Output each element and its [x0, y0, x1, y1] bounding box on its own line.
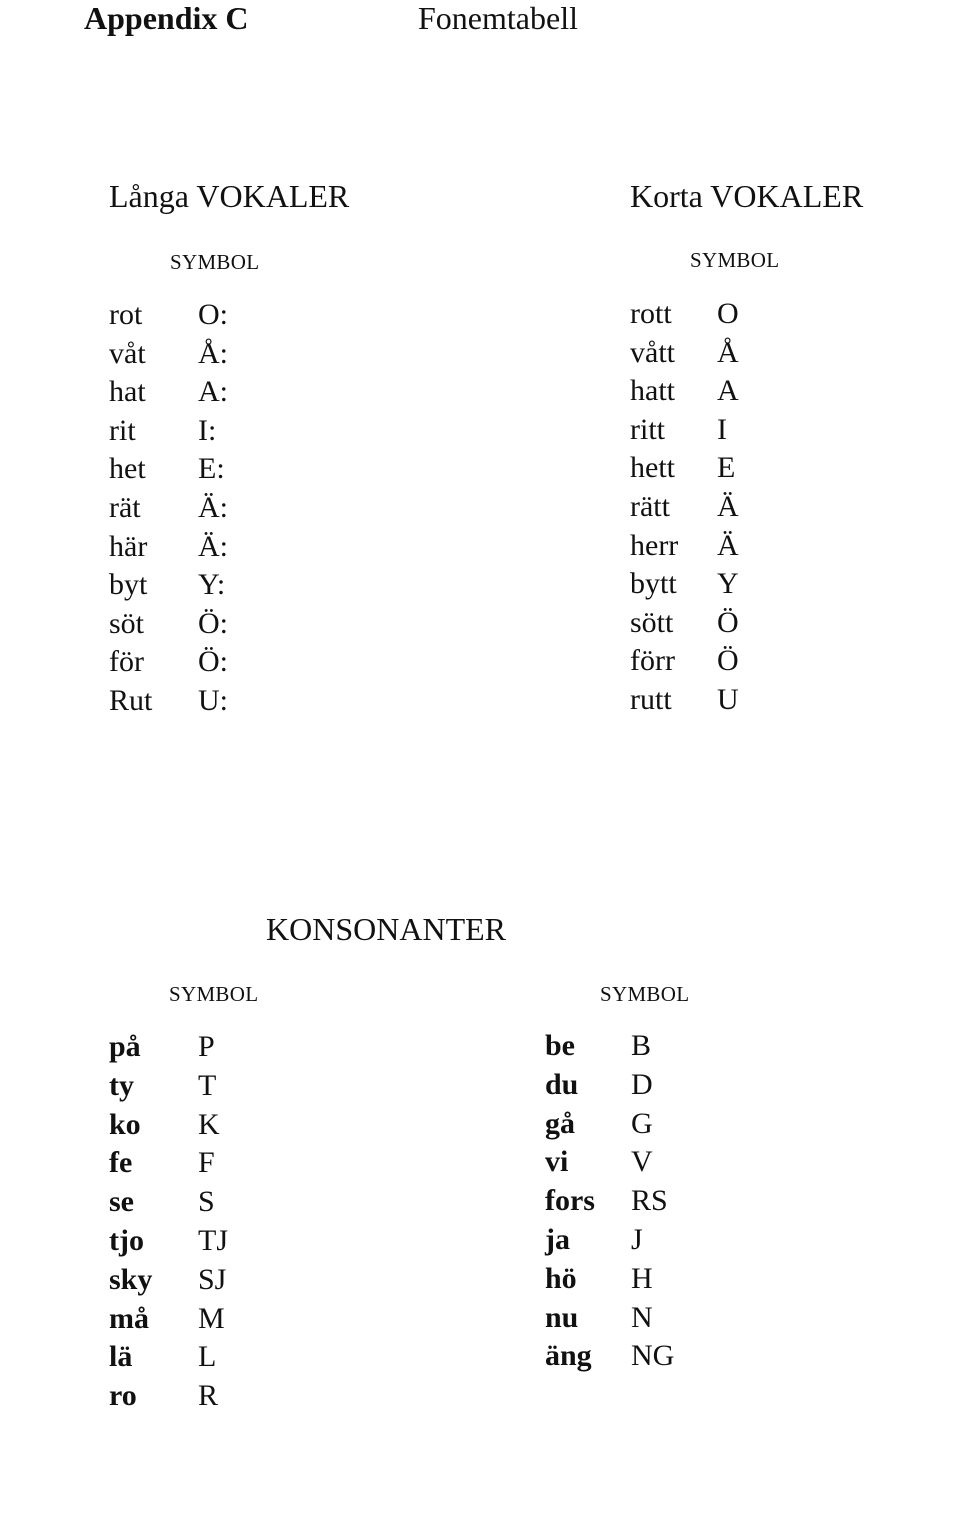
word: bytt — [630, 567, 677, 601]
phoneme-symbol: I: — [198, 413, 217, 447]
phoneme-symbol: B — [631, 1029, 652, 1062]
phoneme-symbol: R — [198, 1379, 219, 1413]
word: sött — [630, 605, 674, 639]
word: Rut — [109, 684, 153, 717]
phoneme-symbol: SJ — [198, 1262, 227, 1296]
phoneme-symbol: Ö: — [198, 606, 228, 640]
phoneme-symbol: P — [198, 1030, 215, 1063]
phoneme-symbol: G — [631, 1106, 653, 1140]
phoneme-symbol: Ä — [717, 490, 739, 523]
long-vowels-symbol-heading: SYMBOL — [170, 250, 260, 274]
word: herr — [630, 528, 679, 562]
phoneme-symbol: U: — [198, 684, 228, 717]
word: fors — [545, 1184, 595, 1218]
word: förr — [630, 644, 675, 678]
phoneme-symbol: RS — [631, 1184, 668, 1218]
phoneme-symbol: H — [631, 1261, 653, 1295]
word: vått — [630, 335, 675, 369]
phoneme-symbol: L — [198, 1340, 217, 1374]
phoneme-symbol: M — [198, 1301, 225, 1335]
phoneme-symbol: K — [198, 1107, 220, 1141]
phoneme-symbol: O: — [198, 298, 228, 331]
phoneme-symbol: N — [631, 1300, 653, 1334]
word: rit — [109, 413, 136, 447]
consonants-title: KONSONANTER — [266, 911, 506, 947]
phoneme-symbol: Å — [717, 335, 739, 369]
phoneme-symbol: D — [631, 1067, 653, 1101]
word: hat — [109, 375, 146, 409]
phoneme-symbol: Å: — [198, 336, 228, 370]
phoneme-symbol: O — [717, 297, 739, 330]
word: ty — [109, 1068, 134, 1102]
word: nu — [545, 1300, 579, 1334]
phoneme-symbol: J — [631, 1223, 643, 1256]
word: ro — [109, 1379, 137, 1413]
phoneme-symbol: A: — [198, 375, 228, 409]
short-vowels-symbol-heading: SYMBOL — [690, 248, 780, 272]
phoneme-symbol: V — [631, 1145, 653, 1179]
word: gå — [545, 1106, 575, 1140]
phoneme-symbol: T — [198, 1068, 217, 1102]
phoneme-symbol: E: — [198, 452, 225, 486]
phoneme-symbol: F — [198, 1146, 215, 1180]
phoneme-symbol: Ö — [717, 605, 739, 639]
word: sky — [109, 1262, 153, 1296]
word: tjo — [109, 1224, 144, 1257]
phoneme-symbol: NG — [631, 1339, 675, 1373]
word: hatt — [630, 374, 675, 408]
word: du — [545, 1067, 579, 1101]
word: byt — [109, 568, 148, 602]
word: vi — [545, 1145, 569, 1179]
phoneme-symbol: U — [717, 683, 739, 716]
long-vowels-title: Långa VOKALER — [109, 178, 350, 214]
word: på — [109, 1030, 141, 1063]
word: lä — [109, 1340, 133, 1374]
word: här — [109, 529, 148, 563]
phoneme-symbol: Y — [717, 567, 739, 601]
page-title: Fonemtabell — [418, 0, 578, 36]
word: fe — [109, 1146, 133, 1180]
word: våt — [109, 336, 146, 370]
word: se — [109, 1185, 134, 1219]
word: ja — [545, 1223, 570, 1256]
phoneme-symbol: Ä: — [198, 529, 228, 563]
phoneme-symbol: Ö: — [198, 645, 228, 679]
word: rätt — [630, 490, 670, 523]
phoneme-symbol: I — [717, 412, 727, 446]
phoneme-symbol: E — [717, 451, 736, 485]
word: ko — [109, 1107, 141, 1141]
word: het — [109, 452, 146, 486]
word: ritt — [630, 412, 665, 446]
phoneme-symbol: S — [198, 1185, 215, 1219]
consonants-right-symbol-heading: SYMBOL — [600, 982, 690, 1006]
word: må — [109, 1301, 149, 1335]
word: söt — [109, 606, 145, 640]
phoneme-symbol: Ö — [717, 644, 739, 678]
phoneme-symbol: A — [717, 374, 739, 408]
phoneme-symbol: TJ — [198, 1224, 228, 1257]
word: rät — [109, 491, 141, 524]
appendix-label: Appendix C — [84, 0, 249, 36]
word: rutt — [630, 683, 672, 716]
phoneme-symbol: Ä: — [198, 491, 228, 524]
consonants-left-symbol-heading: SYMBOL — [169, 982, 259, 1006]
word: för — [109, 645, 144, 679]
word: hett — [630, 451, 675, 485]
word: be — [545, 1029, 575, 1062]
phoneme-symbol: Y: — [198, 568, 226, 602]
word: rot — [109, 298, 143, 331]
phoneme-symbol: Ä — [717, 528, 739, 562]
word: äng — [545, 1339, 592, 1373]
short-vowels-title: Korta VOKALER — [630, 178, 864, 214]
word: rott — [630, 297, 672, 330]
word: hö — [545, 1261, 577, 1295]
